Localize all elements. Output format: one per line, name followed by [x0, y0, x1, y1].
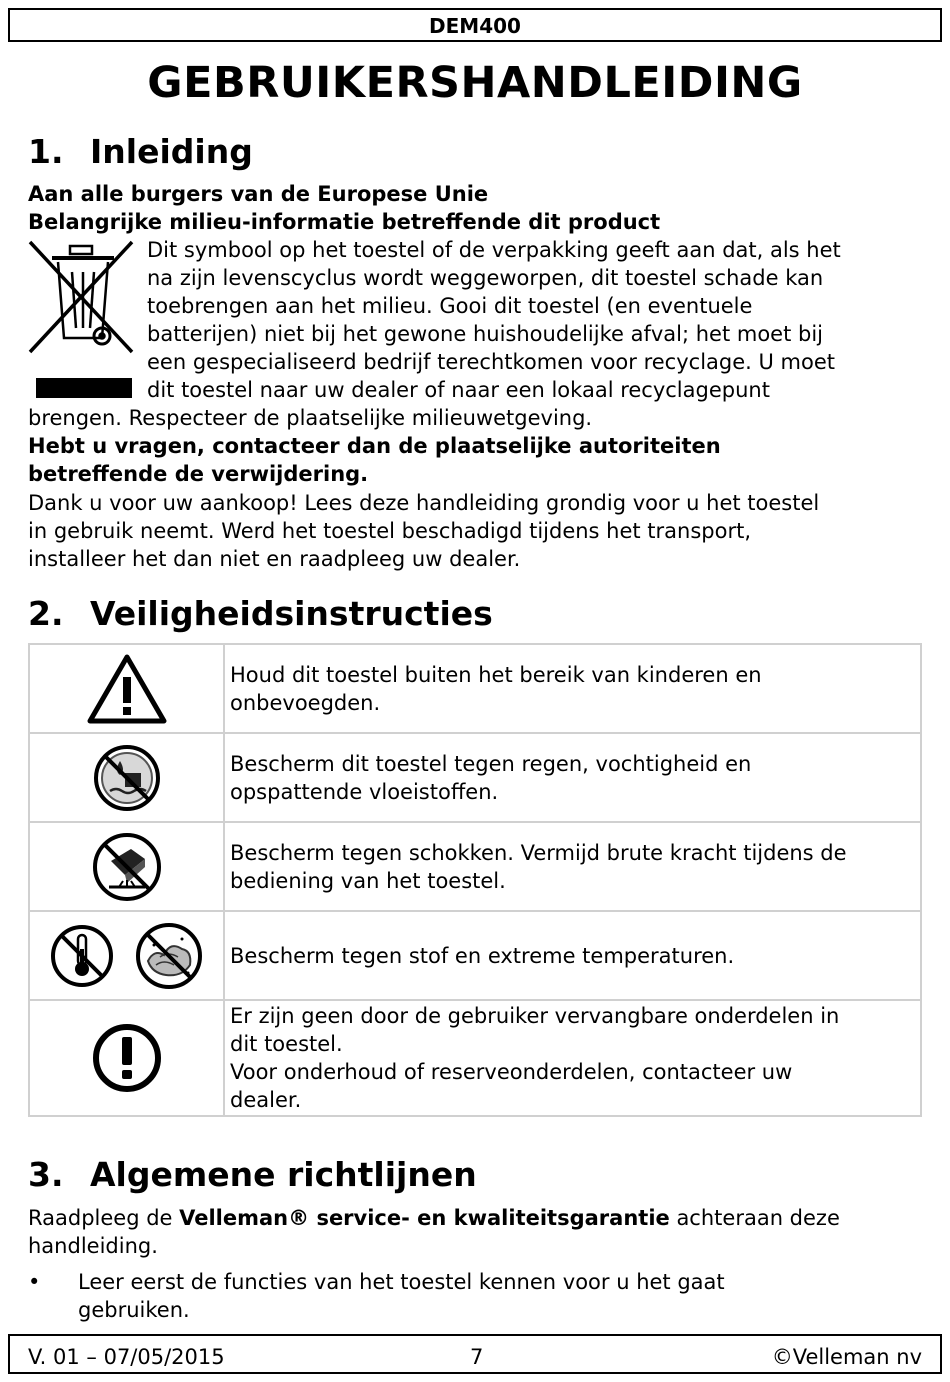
weee-text-continuation: brengen. Respecteer de plaatselijke milieuwetgeving.	[28, 406, 593, 430]
thanks-line: installeer het dan niet en raadpleeg uw dealer.	[28, 547, 521, 571]
velleman-guarantee-text: Velleman® service- en kwaliteitsgarantie	[179, 1206, 670, 1230]
footer-page-number: 7	[470, 1345, 484, 1369]
general-guarantee-line: Raadpleeg de Velleman® service- en kwaliteitsgarantie achteraan deze	[28, 1206, 840, 1230]
safety-row	[29, 911, 921, 1000]
weee-text-line: toebrengen aan het milieu. Gooi dit toestel (en eventuele	[147, 294, 753, 318]
safety-text-line: bediening van het toestel.	[230, 868, 506, 893]
bullet-text-line: Leer eerst de functies van het toestel kennen voor u het gaat	[78, 1270, 725, 1294]
safety-text-line: Houd dit toestel buiten het bereik van kinderen en	[230, 662, 762, 687]
safety-text-line: Bescherm tegen stof en extreme temperaturen.	[230, 943, 735, 968]
safety-row	[29, 733, 921, 822]
safety-row	[29, 644, 921, 733]
warning-triangle-icon	[29, 644, 224, 733]
section-heading-veiligheid: 2. Veiligheidsinstructies	[28, 594, 493, 633]
general-guarantee-line-2: handleiding.	[28, 1234, 158, 1258]
thanks-line: in gebruik neemt. Werd het toestel beschadigd tijdens het transport,	[28, 519, 752, 543]
bullet-icon: •	[28, 1270, 41, 1294]
exclamation-circle-icon	[29, 1000, 224, 1116]
no-dust-icon	[134, 921, 204, 991]
no-water-icon	[29, 733, 224, 822]
safety-row	[29, 822, 921, 911]
safety-row	[29, 1000, 921, 1116]
footer-version: V. 01 – 07/05/2015	[28, 1345, 225, 1369]
no-temperature-icon	[49, 923, 115, 989]
safety-text-line: opspattende vloeistoffen.	[230, 779, 499, 804]
weee-text-line: dit toestel naar uw dealer of naar een lokaal recyclagepunt	[147, 378, 770, 402]
bullet-text-line: gebruiken.	[78, 1298, 190, 1322]
safety-text-line: Bescherm tegen schokken. Vermijd brute kracht tijdens de	[230, 840, 847, 865]
weee-text-line: batterijen) niet bij het gewone huishoudelijke afval; het moet bij	[147, 322, 823, 346]
footer-copyright: ©Velleman nv	[771, 1345, 922, 1369]
document-title: GEBRUIKERSHANDLEIDING	[147, 58, 803, 108]
intro-bold-env: Belangrijke milieu-informatie betreffende dit product	[28, 210, 661, 234]
section-heading-algemeen: 3. Algemene richtlijnen	[28, 1155, 477, 1194]
weee-text-line: na zijn levenscyclus wordt weggeworpen, dit toestel schade kan	[147, 266, 824, 290]
safety-text-line: Er zijn geen door de gebruiker vervangbare onderdelen in	[230, 1004, 840, 1028]
safety-table	[28, 643, 922, 1117]
weee-text-line: een gespecialiseerd bedrijf terechtkomen voor recyclage. U moet	[147, 350, 835, 374]
safety-text-line: dealer.	[230, 1088, 302, 1112]
contact-authorities-line: betreffende de verwijdering.	[28, 462, 369, 486]
safety-text-line: dit toestel.	[230, 1032, 343, 1056]
page-header	[8, 8, 942, 42]
thanks-line: Dank u voor uw aankoop! Lees deze handleiding grondig voor u het toestel	[28, 491, 820, 515]
page-footer	[8, 1334, 942, 1374]
model-name: DEM400	[429, 14, 521, 38]
safety-text-line: onbevoegden.	[230, 690, 381, 715]
section-heading-inleiding: 1. Inleiding	[28, 132, 253, 171]
weee-crossed-bin-icon	[28, 240, 136, 402]
weee-text-line: Dit symbool op het toestel of de verpakking geeft aan dat, als het	[147, 238, 841, 262]
intro-bold-eu: Aan alle burgers van de Europese Unie	[28, 182, 489, 206]
no-shock-icon	[29, 822, 224, 911]
safety-text-line: Bescherm dit toestel tegen regen, vochtigheid en	[230, 751, 752, 776]
safety-text-line: Voor onderhoud of reserveonderdelen, contacteer uw	[230, 1060, 793, 1084]
contact-authorities-line: Hebt u vragen, contacteer dan de plaatselijke autoriteiten	[28, 434, 721, 458]
